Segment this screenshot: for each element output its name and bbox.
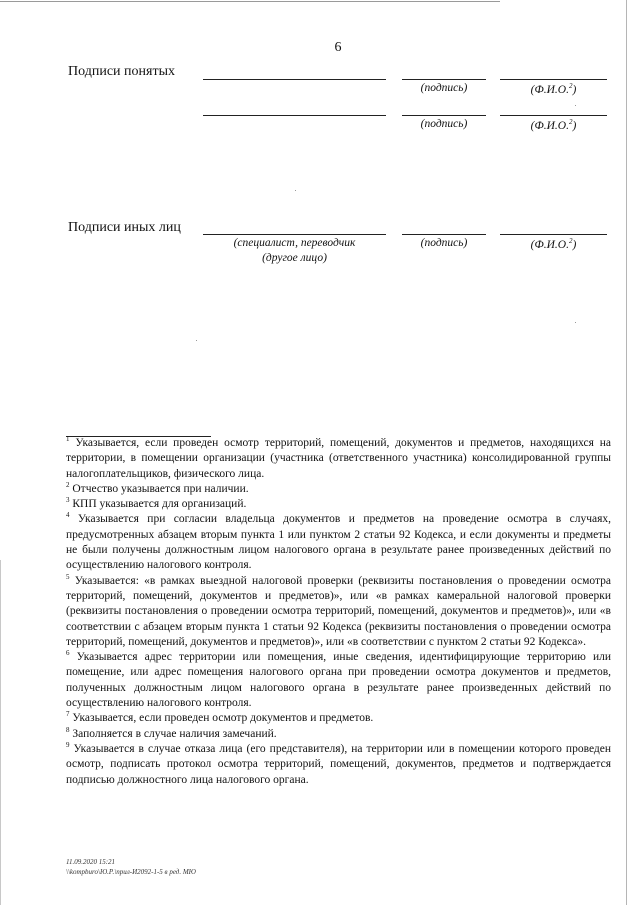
footnote-number: 7 (66, 710, 70, 719)
witness1-fio-caption: (Ф.И.О.$^2$) (530, 82, 577, 96)
footnote-text: Указывается при согласии владельца документов и предметов на проведение осмотра в случаях, предусмотренных абзацем вторым пункта 1 или пунктом 2 статьи 92 Кодекса, и если документы и предметы не были получены должностным лицом налогового органа в результате ранее произведенных действий по осуществлению налогового контроля. (66, 513, 612, 572)
footnote-text: Заполняется в случае наличия замечаний. (72, 727, 277, 740)
others-role-caption (203, 236, 386, 266)
file-footer (66, 857, 196, 877)
witness2-name-line (203, 115, 386, 116)
others-role-caption-line2: (другое лицо) (262, 252, 327, 264)
footnote-number: 1 (66, 435, 70, 444)
footnote-7 (66, 711, 611, 726)
witnesses-label: Подписи понятых (68, 64, 175, 79)
others-signature-line (402, 234, 486, 235)
witness2-signature-caption: (подпись) (420, 118, 468, 130)
footer-timestamp: 11.09.2020 15:21 (66, 858, 116, 866)
footnote-text: Указывается, если проведен осмотр документов и предметов. (72, 712, 374, 725)
footnote-text: Указывается адрес территории или помещения, иные сведения, идентифицирующие территорию или помещение, или адрес помещения налогового органа при проведении осмотра документов и предметов, полученных должностным лицом налогового органа в результате ранее произведенных действий по осуществлению налогового контроля. (66, 651, 612, 710)
footnote-4 (66, 512, 611, 573)
footnote-8 (66, 727, 611, 742)
witness2-fio-caption: (Ф.И.О.$^2$) (530, 118, 577, 132)
witness1-signature-line (402, 79, 486, 80)
scan-left-edge (0, 560, 1, 905)
scan-speck (295, 190, 296, 191)
footnote-number: 6 (66, 649, 70, 658)
footnote-text: Указывается: «в рамках выездной налоговой проверки (реквизиты постановления о проведении осмотра территорий, помещений, документов и предметов)», или «в рамках камеральной налоговой проверки (реквизиты постановления о проведении осмотра территорий, помещений, документов и предметов)», или «в соответствии с абзацем вторым пункта 1 статьи 92 Кодекса (реквизиты постановления о проведении осмотра территорий, помещений, документов и предметов)», или «в соответствии с пунктом 2 статьи 92 Кодекса». (66, 574, 611, 648)
footnote-number: 8 (66, 725, 70, 734)
footnote-3 (66, 497, 611, 512)
scan-speck (575, 105, 576, 106)
others-signature-caption: (подпись) (420, 237, 468, 249)
page-number: 6 (334, 40, 342, 55)
footnotes (66, 436, 611, 788)
scan-speck (196, 340, 197, 341)
witness1-signature-caption: (подпись) (420, 82, 468, 94)
footnote-number: 5 (66, 572, 70, 581)
others-label: Подписи иных лиц (68, 220, 181, 235)
footnote-text: Указывается, если проведен осмотр территорий, помещений, документов и предметов, находящихся на территории, в помещении организации (участника (ответственного участника) консолидированной группы налогоплательщиков, физического лица. (66, 437, 612, 480)
scan-speck (575, 322, 576, 323)
footnote-1 (66, 436, 611, 482)
scan-top-edge (0, 1, 500, 2)
footnote-5 (66, 574, 611, 650)
footnote-number: 4 (66, 511, 70, 520)
footnote-number: 9 (66, 741, 70, 750)
witness2-signature-line (402, 115, 486, 116)
footnote-text: КПП указывается для организаций. (72, 498, 247, 511)
others-role-line (203, 234, 386, 235)
footnote-6 (66, 650, 611, 711)
footer-file-path: \\kompburo\Ю.Р.\прил-И2092-1-5 в ред. МЮ (66, 868, 196, 876)
footnote-number: 3 (66, 496, 70, 505)
footnote-2 (66, 482, 611, 497)
others-fio-caption: (Ф.И.О.$^2$) (530, 237, 577, 251)
others-role-caption-line1: (специалист, переводчик (233, 237, 356, 249)
footnote-text: Отчество указывается при наличии. (72, 482, 249, 495)
footnote-text: Указывается в случае отказа лица (его представителя), на территории или в помещении которого проведен осмотр, подписать протокол осмотра территорий, помещений, документов, предметов и подтверждается подписью должностного лица налогового органа. (66, 742, 612, 786)
scan-right-edge (626, 0, 627, 905)
witness1-name-line (203, 79, 386, 80)
footnote-9 (66, 742, 611, 788)
footnote-number: 2 (66, 481, 70, 490)
